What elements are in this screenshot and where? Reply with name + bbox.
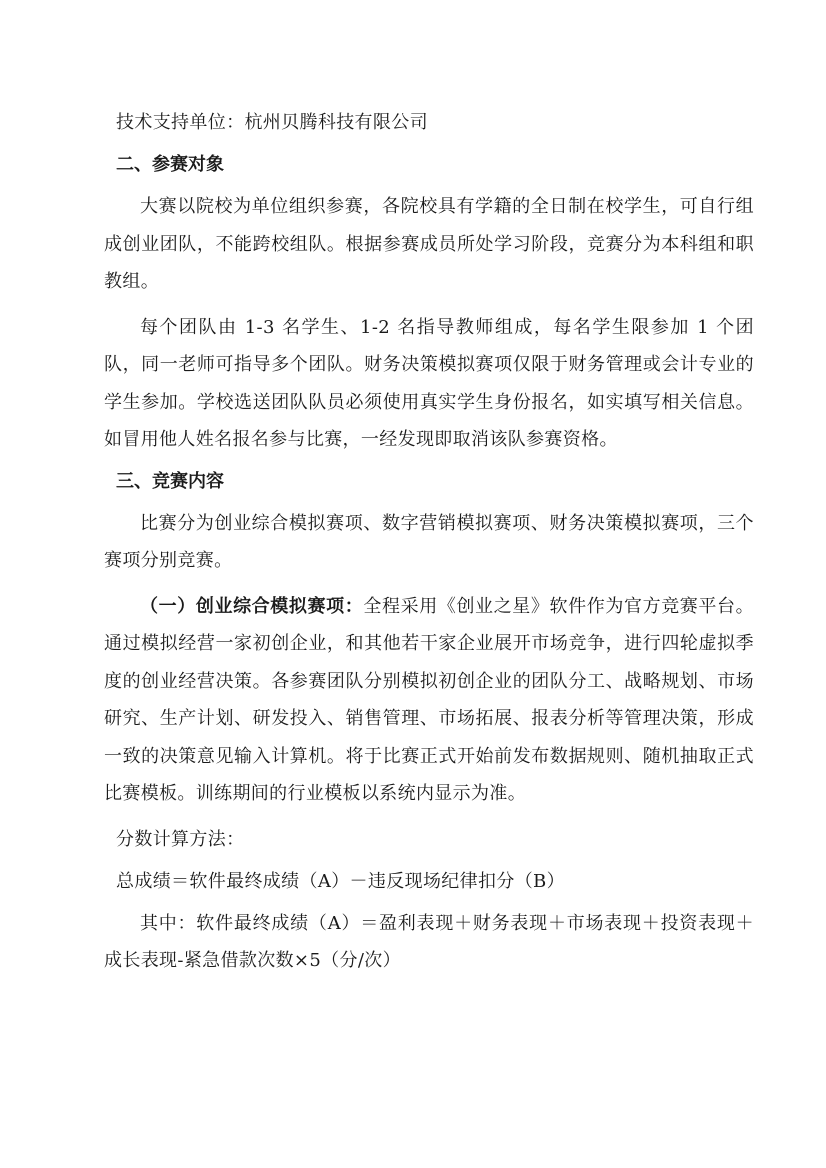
score-method-label: 分数计算方法：: [116, 828, 245, 850]
section-heading-participants: 二、参赛对象: [116, 154, 224, 175]
paragraph-content-1: 比赛分为创业综合模拟赛项、数字营销模拟赛项、财务决策模拟赛项，三个赛项分别竞赛。: [104, 512, 754, 571]
paragraph-participants-1: 大赛以院校为单位组织参赛，各院校具有学籍的全日制在校学生，可自行组成创业团队，不能跨校组队。根据参赛成员所处学习阶段，竞赛分为本科组和职教组。: [104, 196, 754, 292]
item-1-text: 全程采用《创业之星》软件作为官方竞赛平台。通过模拟经营一家初创企业，和其他若干家企业展开市场竞争，进行四轮虚拟季度的创业经营决策。各参赛团队分别模拟初创企业的团队分工、战略规划、市场研究、生产计划、研发投入、销售管理、市场拓展、报表分析等管理决策，形成一致的决策意见输入计算机。将于比赛正式开始前发布数据规则、随机抽取正式比赛模板。训练期间的行业模板以系统内显示为准。: [104, 595, 754, 804]
formula-detail: 其中：软件最终成绩（A）＝盈利表现＋财务表现＋市场表现＋投资表现＋成长表现-紧急借款次数×5（分/次）: [104, 912, 754, 971]
formula-total: 总成绩＝软件最终成绩（A）－违反现场纪律扣分（B）: [116, 870, 565, 892]
item-1-label: （一）创业综合模拟赛项：: [140, 595, 364, 617]
document-body: [104, 104, 754, 980]
section-heading-content: 三、竞赛内容: [116, 470, 224, 492]
paragraph-participants-2: 每个团队由 1-3 名学生、1-2 名指导教师组成，每名学生限参加 1 个团队，同一老师可指导多个团队。财务决策模拟赛项仅限于财务管理或会计专业的学生参加。学校选送团队队员必须使用真实学生身份报名，如实填写相关信息。如冒用他人姓名报名参与比赛，一经发现即取消该队参赛资格。: [104, 316, 754, 450]
tech-support-line: 技术支持单位：杭州贝腾科技有限公司: [116, 112, 428, 133]
paragraph-item-1: [104, 588, 754, 813]
